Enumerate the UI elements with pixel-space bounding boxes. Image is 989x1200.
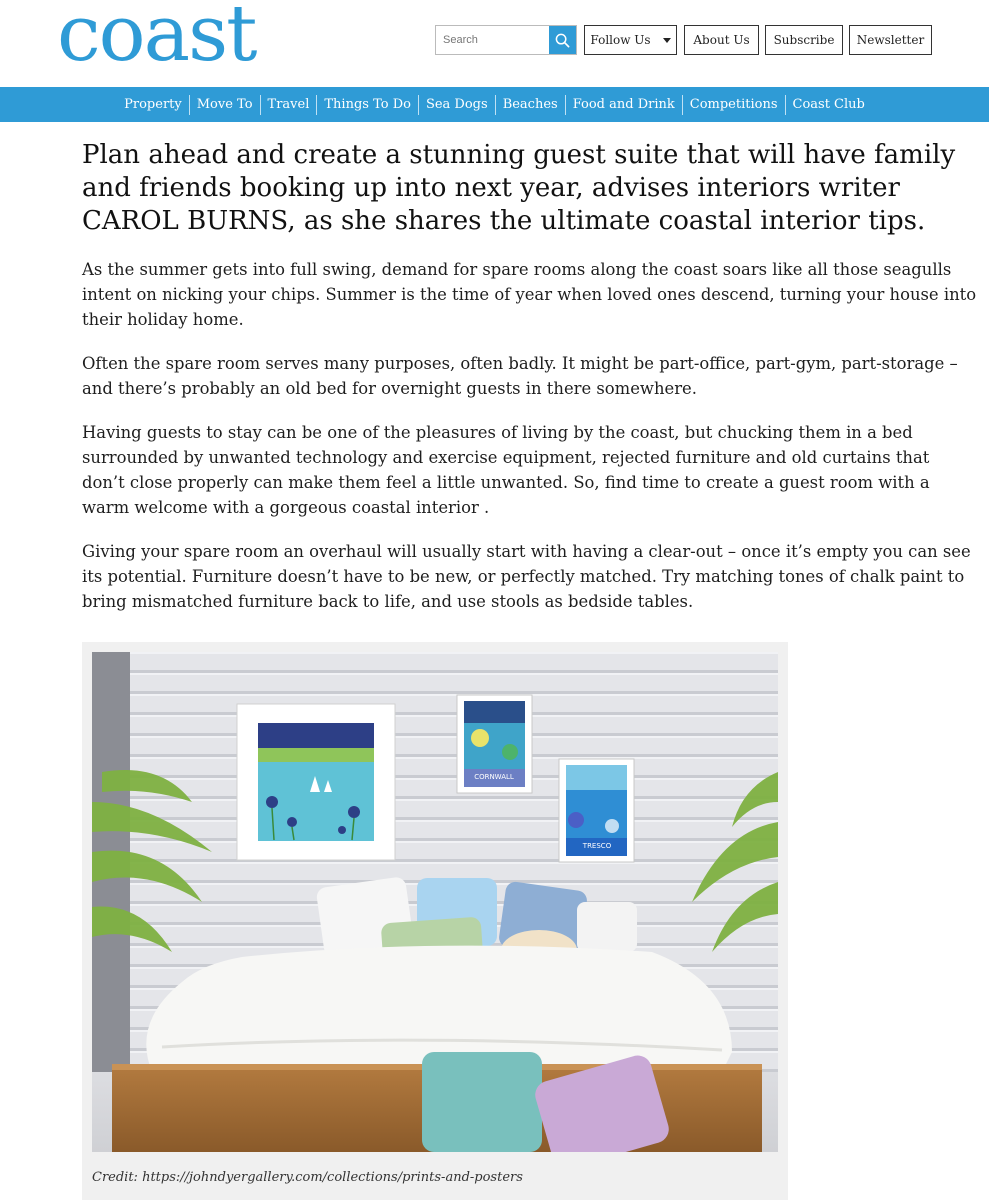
about-us-button[interactable]: About Us [684,25,759,55]
poster-cornwall-label: CORNWALL [474,773,514,781]
nav-item-move-to[interactable]: Move To [190,95,261,115]
article-paragraph: Often the spare room serves many purposes, often badly. It might be part-office, part-gym, part-storage – and there’s probably an old bed for overnight guests in there somewhere. [82,354,958,398]
article-paragraph: As the summer gets into full swing, demand for spare rooms along the coast soars like all those seagulls intent on nicking your chips. Summer is the time of year when loved ones descend, turning your house into their holiday home. [82,260,977,329]
newsletter-button[interactable]: Newsletter [849,25,932,55]
article-paragraph: Having guests to stay can be one of the pleasures of living by the coast, but chucking them in a bed surrounded by unwanted technology and exercise equipment, rejected furniture and old curtains that don’t close properly can make them feel a little unwanted. So, find time to create a guest room with a warm welcome with a gorgeous coastal interior . [82,423,930,517]
nav-item-food-and-drink[interactable]: Food and Drink [566,95,683,115]
site-logo[interactable]: coast [57,0,256,79]
search-icon [555,33,570,48]
nav-item-things-to-do[interactable]: Things To Do [317,95,419,115]
nav-item-beaches[interactable]: Beaches [496,95,566,115]
article-headline: Plan ahead and create a stunning guest suite that will have family and friends booking up into next year, advises interiors writer CAROL BURNS, as she shares the ultimate coastal interior tips. [82,140,956,236]
nav-item-coast-club[interactable]: Coast Club [792,96,865,112]
poster-tresco-label: TRESCO [582,842,612,850]
follow-us-label: Follow Us [590,33,651,47]
subscribe-button[interactable]: Subscribe [765,25,843,55]
search-box [435,25,577,55]
nav-item-sea-dogs[interactable]: Sea Dogs [419,95,496,115]
figure-caption: Credit: https://johndyergallery.com/collections/prints-and-posters [92,1170,523,1185]
site-header [0,0,989,87]
article-figure [82,642,788,1200]
follow-us-dropdown[interactable] [584,25,677,55]
article-paragraph: Giving your spare room an overhaul will usually start with having a clear-out – once it’s empty you can see its potential. Furniture doesn’t have to be new, or perfectly matched. Try matching tones of chalk paint to bring mismatched furniture back to life, and use stools as bedside tables. [82,542,971,611]
search-input[interactable] [436,26,549,54]
nav-item-travel[interactable]: Travel [261,95,318,115]
caret-down-icon [663,38,671,43]
nav-item-property[interactable]: Property [117,95,190,115]
search-button[interactable] [549,26,576,54]
nav-item-competitions[interactable]: Competitions [683,95,786,115]
bedroom-photo [92,652,778,1152]
main-nav [0,87,989,122]
